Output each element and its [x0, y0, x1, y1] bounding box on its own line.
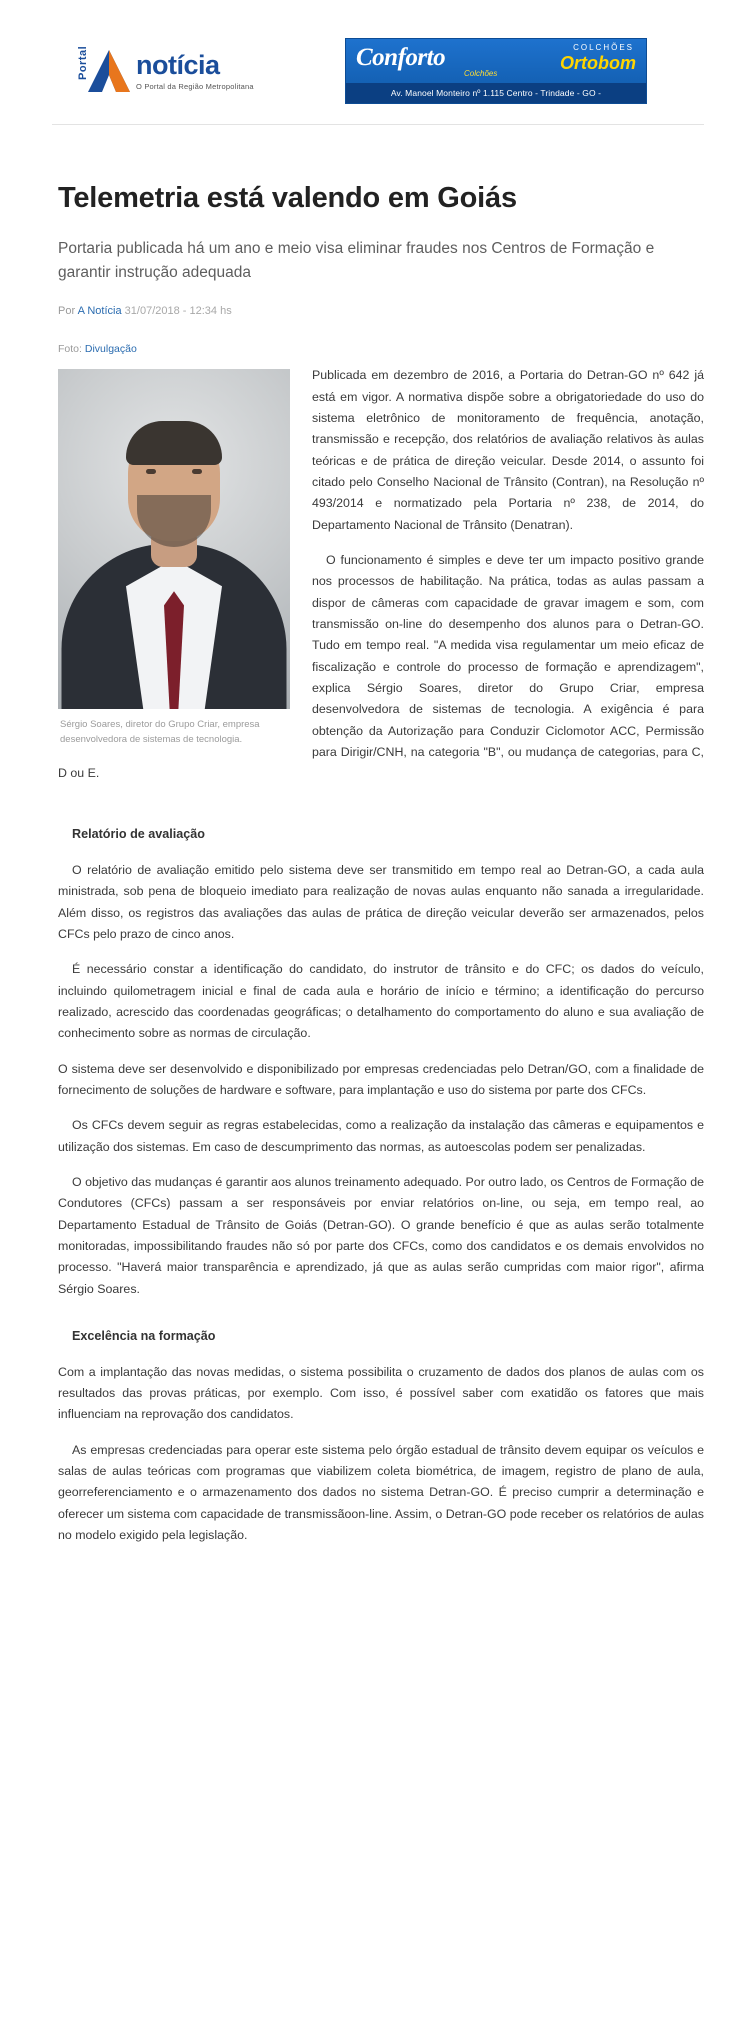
paragraph: As empresas credenciadas para operar este sistema pelo órgão estadual de trânsito devem equipar os veículos e salas de aulas teóricas com programas que viabilizem coleta biométrica, de imagem, registro de plano de aula, georreferenciamento e o armazenamento dos dados no sistema Detran-GO. É preciso cumprir a determinação e oferecer um sistema com capacidade de transmissãoon-line. Assim, o Detran-GO pode receber os relatórios de aulas no modelo exigido pela legislação. — [58, 1442, 704, 1542]
photo-eye-left — [146, 469, 156, 474]
byline — [58, 305, 704, 317]
photo-credit-label: Foto: — [58, 343, 82, 356]
article-subtitle: Portaria publicada há um ano e meio visa eliminar fraudes nos Centros de Formação e garantir instrução adequada — [58, 240, 655, 282]
paragraph: Os CFCs devem seguir as regras estabelecidas, como a realização da instalação das câmeras e equipamentos e utilização dos sistemas. Em caso de descumprimento das normas, as autoescolas podem ser penalizadas. — [58, 1118, 704, 1154]
ad-brand: Conforto — [356, 44, 446, 71]
section-heading: Relatório de avaliação — [72, 827, 205, 842]
logo-a-icon — [86, 48, 132, 94]
paragraph: Com a implantação das novas medidas, o sistema possibilita o cruzamento de dados dos planos de aulas com os resultados das provas práticas, por exemplo. Com isso, é possível saber com exatidão os fatores que mais influenciam na reprovação dos candidatos. — [58, 1364, 704, 1422]
figure-caption: Sérgio Soares, diretor do Grupo Criar, empresa desenvolvedora de sistemas de tecnologia. — [60, 719, 260, 746]
logo-portal-word: Portal — [77, 45, 89, 80]
photo-hair — [126, 421, 222, 465]
photo-credit-source[interactable]: Divulgação — [84, 343, 137, 356]
paragraph: O relatório de avaliação emitido pelo sistema deve ser transmitido em tempo real ao Detran-GO, a cada aula ministrada, sob pena de bloqueio imediato para realização de novas aulas enquanto não sanada a irregularidade. Além disso, os registros das avaliações das aulas de prática de direção veicular deverão ser armazenados, pelos CFCs pelo prazo de cinco anos. — [58, 863, 704, 942]
ad-partner-top-label: COLCHÕES — [573, 43, 634, 52]
logo-name: notícia — [136, 49, 220, 80]
paragraph: O funcionamento é simples e deve ter um impacto positivo grande nos processos de habilitação. Na prática, todas as aulas passam a dispor de câmeras com capacidade de gravar imagem e som, com transmissão on-line do desempenho dos alunos para o Detran-GO. Tudo em tempo real. "A medida visa regulamentar um meio eficaz de fiscalização e controle do processo de formação e aprendizagem", explica Sérgio Soares, diretor do Grupo Criar, empresa desenvolvedora de sistemas de tecnologia. A exigência é para obtenção da Autorização para Conduzir Ciclomotor ACC, Permissão para Dirigir/CNH, na categoria "B", ou mudança de categorias, para C, D ou E. — [58, 552, 704, 781]
paragraph: É necessário constar a identificação do candidato, do instrutor de trânsito e do CFC; os dados do veículo, incluindo quilometragem inicial e final de cada aula e horário de início e término; a identificação do percurso realizado, acrescido das coordenadas geográficas; o detalhamento do comportamento do aluno e sua avaliação de conhecimento sobre as normas de circulação. — [58, 962, 704, 1041]
section-heading: Excelência na formação — [72, 1329, 216, 1344]
photo-eye-right — [192, 469, 202, 474]
ad-address: Av. Manoel Monteiro nº 1.115 Centro - Trindade - GO - — [346, 83, 646, 103]
site-header — [52, 0, 704, 125]
article-photo — [58, 369, 290, 709]
byline-date: 31/07/2018 - 12:34 hs — [124, 305, 232, 318]
paragraph: O sistema deve ser desenvolvido e disponibilizado por empresas credenciadas pelo Detran/GO, com a finalidade de fornecimento de soluções de hardware e software, para implantação e uso do sistema por parte dos CFCs. — [58, 1061, 704, 1098]
ad-banner[interactable] — [345, 38, 647, 104]
page-title: Telemetria está valendo em Goiás — [58, 182, 517, 214]
paragraph: Publicada em dezembro de 2016, a Portaria do Detran-GO nº 642 já está em vigor. A normativa dispõe sobre a obrigatoriedade do uso do sistema eletrônico de monitoramento de frequência, anotação, transmissão e recepção, dos relatórios de avaliação relativos às aulas teóricas e de prática de direção veicular. Desde 2014, o assunto foi citado pelo Conselho Nacional de Trânsito (Contran), na Resolução nº 493/2014 e normatizado pela Portaria nº 238, de 2014, do Departamento Nacional de Trânsito (Denatran). — [312, 368, 704, 532]
logo-tagline: O Portal da Região Metropolitana — [136, 81, 254, 91]
byline-author-link[interactable]: A Notícia — [77, 305, 122, 318]
site-logo[interactable] — [52, 45, 297, 94]
ad-brand-sub: Colchões — [464, 69, 498, 78]
ad-banner-top — [346, 39, 646, 83]
article-body — [0, 125, 756, 1600]
ad-partner-brand: Ortobom — [560, 53, 636, 73]
article-figure — [58, 369, 290, 747]
paragraph: O objetivo das mudanças é garantir aos alunos treinamento adequado. Por outro lado, os Centros de Formação de Condutores (CFCs) passam a ser responsáveis por enviar relatórios on-line, ou seja, em tempo real, ao Departamento Estadual de Trânsito de Goiás (Detran-GO). O grande benefício é que as aulas serão totalmente monitoradas, impossibilitando fraudes não só por parte dos CFCs, como dos candidatos e os demais envolvidos no processo. "Haverá maior transparência e aprendizado, já que as aulas serão cumpridas com maior rigor", afirma Sérgio Soares. — [58, 1175, 704, 1296]
article-text — [58, 365, 704, 1546]
byline-prefix: Por — [58, 305, 76, 318]
photo-credit — [58, 343, 704, 355]
